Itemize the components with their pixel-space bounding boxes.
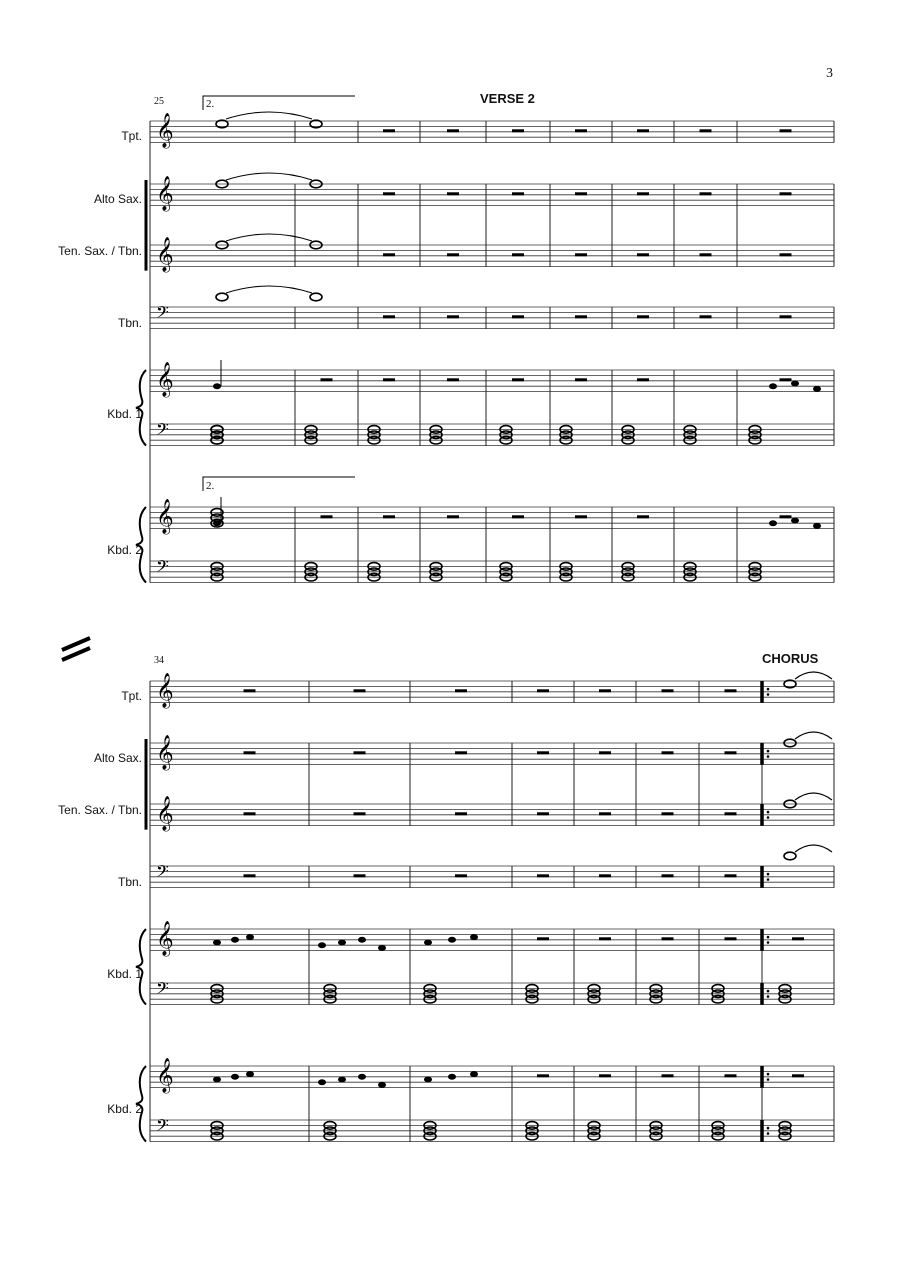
note-icon: [424, 1077, 432, 1083]
repeat-dot: [767, 693, 770, 696]
whole-rest-icon: [537, 689, 549, 692]
repeat-dot: [767, 936, 770, 939]
repeat-dot: [767, 1132, 770, 1135]
instrument-label-kbd2: Kbd. 2: [107, 543, 142, 557]
note-icon: [791, 518, 799, 524]
system-2: [136, 672, 834, 1142]
whole-rest-icon: [447, 129, 459, 132]
whole-rest-icon: [700, 253, 712, 256]
note-icon: [213, 940, 221, 946]
whole-rest-icon: [244, 751, 256, 754]
whole-rest-icon: [537, 874, 549, 877]
tie-icon: [795, 845, 832, 852]
whole-rest-icon: [700, 315, 712, 318]
whole-rest-icon: [537, 751, 549, 754]
whole-rest-icon: [780, 515, 792, 518]
volta-bracket: [203, 96, 355, 110]
whole-rest-icon: [244, 812, 256, 815]
tie-icon: [795, 793, 832, 800]
note-icon: [470, 934, 478, 940]
whole-rest-icon: [637, 192, 649, 195]
repeat-dot: [767, 811, 770, 814]
brace-icon: [136, 929, 146, 1005]
whole-rest-icon: [725, 812, 737, 815]
whole-rest-icon: [575, 515, 587, 518]
note-icon: [424, 940, 432, 946]
note-icon: [470, 1071, 478, 1077]
note-icon: [769, 520, 777, 526]
whole-rest-icon: [599, 937, 611, 940]
treble-clef-icon: 𝄞: [156, 237, 174, 272]
measure-number: 34: [154, 655, 164, 666]
tie-icon: [226, 173, 312, 180]
whole-rest-icon: [383, 129, 395, 132]
whole-rest-icon: [599, 812, 611, 815]
note-icon: [358, 937, 366, 943]
whole-rest-icon: [447, 192, 459, 195]
treble-clef-icon: 𝄞: [156, 113, 174, 148]
whole-rest-icon: [537, 937, 549, 940]
tie-icon: [226, 112, 312, 119]
instrument-label-tbn: Tbn.: [117, 875, 142, 889]
whole-rest-icon: [637, 515, 649, 518]
whole-rest-icon: [575, 129, 587, 132]
instrument-label-alto-sax: Alto Sax.: [93, 192, 142, 206]
treble-clef-icon: 𝄞: [156, 362, 174, 397]
whole-rest-icon: [447, 378, 459, 381]
whole-rest-icon: [700, 129, 712, 132]
whole-rest-icon: [725, 1074, 737, 1077]
note-icon: [246, 934, 254, 940]
note-icon: [231, 1074, 239, 1080]
note-icon: [378, 945, 386, 951]
section-marker: CHORUS: [762, 651, 819, 666]
treble-clef-icon: 𝄞: [156, 499, 174, 534]
whole-note-icon: [784, 852, 796, 860]
volta-bracket: [203, 477, 355, 491]
repeat-dot: [767, 941, 770, 944]
measure-number: 25: [154, 96, 164, 107]
whole-rest-icon: [455, 812, 467, 815]
instrument-label-alto-sax: Alto Sax.: [93, 751, 142, 765]
whole-rest-icon: [780, 192, 792, 195]
whole-rest-icon: [244, 874, 256, 877]
note-icon: [231, 937, 239, 943]
repeat-dot: [767, 816, 770, 819]
bass-clef-icon: 𝄢: [156, 302, 169, 326]
whole-rest-icon: [725, 937, 737, 940]
instrument-label-kbd1: Kbd. 1: [107, 967, 142, 981]
note-icon: [213, 1077, 221, 1083]
whole-note-icon: [216, 293, 228, 301]
instrument-label-kbd1: Kbd. 1: [107, 407, 142, 421]
note-icon: [213, 383, 221, 389]
whole-rest-icon: [575, 253, 587, 256]
note-icon: [448, 937, 456, 943]
whole-rest-icon: [244, 689, 256, 692]
repeat-dot: [767, 688, 770, 691]
whole-rest-icon: [354, 689, 366, 692]
treble-clef-icon: 𝄞: [156, 735, 174, 770]
whole-rest-icon: [512, 378, 524, 381]
system-1: [136, 96, 834, 583]
whole-rest-icon: [725, 689, 737, 692]
bass-clef-icon: 𝄢: [156, 556, 169, 580]
note-icon: [813, 386, 821, 392]
instrument-label-kbd2: Kbd. 2: [107, 1102, 142, 1116]
whole-rest-icon: [383, 253, 395, 256]
note-icon: [213, 520, 221, 526]
whole-rest-icon: [792, 937, 804, 940]
whole-rest-icon: [512, 129, 524, 132]
whole-rest-icon: [637, 378, 649, 381]
whole-rest-icon: [512, 515, 524, 518]
whole-rest-icon: [321, 515, 333, 518]
repeat-dot: [767, 878, 770, 881]
section-marker: VERSE 2: [480, 91, 535, 106]
whole-rest-icon: [455, 874, 467, 877]
whole-rest-icon: [383, 315, 395, 318]
whole-rest-icon: [725, 874, 737, 877]
system-separator-icon: [62, 638, 90, 660]
whole-rest-icon: [662, 751, 674, 754]
whole-rest-icon: [575, 192, 587, 195]
repeat-dot: [767, 990, 770, 993]
note-icon: [378, 1082, 386, 1088]
tie-icon: [226, 286, 312, 293]
brace-icon: [136, 370, 146, 446]
whole-rest-icon: [780, 378, 792, 381]
whole-rest-icon: [662, 689, 674, 692]
whole-rest-icon: [455, 689, 467, 692]
page-number: 3: [826, 66, 833, 81]
whole-rest-icon: [537, 1074, 549, 1077]
whole-rest-icon: [792, 1074, 804, 1077]
whole-rest-icon: [575, 378, 587, 381]
bass-clef-icon: 𝄢: [156, 419, 169, 443]
brace-icon: [136, 507, 146, 583]
bass-clef-icon: 𝄢: [156, 1115, 169, 1139]
whole-rest-icon: [662, 812, 674, 815]
whole-rest-icon: [354, 874, 366, 877]
note-icon: [338, 940, 346, 946]
treble-clef-icon: 𝄞: [156, 176, 174, 211]
whole-rest-icon: [599, 1074, 611, 1077]
whole-rest-icon: [700, 192, 712, 195]
repeat-dot: [767, 873, 770, 876]
instrument-label-tpt: Tpt.: [121, 689, 142, 703]
whole-rest-icon: [780, 253, 792, 256]
tie-icon: [795, 672, 832, 679]
whole-note-icon: [310, 293, 322, 301]
repeat-dot: [767, 995, 770, 998]
volta-label: 2.: [206, 98, 215, 110]
note-icon: [246, 1071, 254, 1077]
repeat-dot: [767, 1078, 770, 1081]
whole-rest-icon: [383, 192, 395, 195]
note-icon: [318, 1079, 326, 1085]
whole-rest-icon: [599, 874, 611, 877]
note-icon: [791, 381, 799, 387]
repeat-dot: [767, 750, 770, 753]
whole-rest-icon: [354, 812, 366, 815]
whole-rest-icon: [637, 315, 649, 318]
note-icon: [358, 1074, 366, 1080]
whole-rest-icon: [662, 937, 674, 940]
bass-clef-icon: 𝄢: [156, 861, 169, 885]
note-icon: [318, 942, 326, 948]
whole-rest-icon: [455, 751, 467, 754]
whole-rest-icon: [662, 874, 674, 877]
whole-rest-icon: [780, 315, 792, 318]
instrument-label-ten-sax: Ten. Sax. / Tbn.: [58, 244, 142, 258]
note-icon: [448, 1074, 456, 1080]
whole-rest-icon: [512, 315, 524, 318]
whole-rest-icon: [780, 129, 792, 132]
whole-rest-icon: [512, 253, 524, 256]
whole-rest-icon: [447, 315, 459, 318]
treble-clef-icon: 𝄞: [156, 921, 174, 956]
whole-rest-icon: [725, 751, 737, 754]
volta-label: 2.: [206, 480, 215, 492]
whole-rest-icon: [637, 129, 649, 132]
treble-clef-icon: 𝄞: [156, 1058, 174, 1093]
whole-rest-icon: [383, 378, 395, 381]
whole-rest-icon: [321, 378, 333, 381]
whole-rest-icon: [447, 253, 459, 256]
whole-rest-icon: [512, 192, 524, 195]
treble-clef-icon: 𝄞: [156, 673, 174, 708]
instrument-label-tpt: Tpt.: [121, 129, 142, 143]
note-icon: [769, 383, 777, 389]
bass-clef-icon: 𝄢: [156, 978, 169, 1002]
whole-rest-icon: [447, 515, 459, 518]
whole-rest-icon: [383, 515, 395, 518]
whole-rest-icon: [662, 1074, 674, 1077]
whole-rest-icon: [599, 751, 611, 754]
note-icon: [813, 523, 821, 529]
instrument-label-ten-sax: Ten. Sax. / Tbn.: [58, 803, 142, 817]
brace-icon: [136, 1066, 146, 1142]
repeat-dot: [767, 1073, 770, 1076]
treble-clef-icon: 𝄞: [156, 796, 174, 831]
whole-rest-icon: [637, 253, 649, 256]
whole-rest-icon: [599, 689, 611, 692]
instrument-label-tbn: Tbn.: [117, 316, 142, 330]
repeat-dot: [767, 1127, 770, 1130]
note-icon: [338, 1077, 346, 1083]
tie-icon: [226, 234, 312, 241]
repeat-dot: [767, 755, 770, 758]
tie-icon: [795, 732, 832, 739]
whole-rest-icon: [575, 315, 587, 318]
whole-rest-icon: [354, 751, 366, 754]
whole-rest-icon: [537, 812, 549, 815]
